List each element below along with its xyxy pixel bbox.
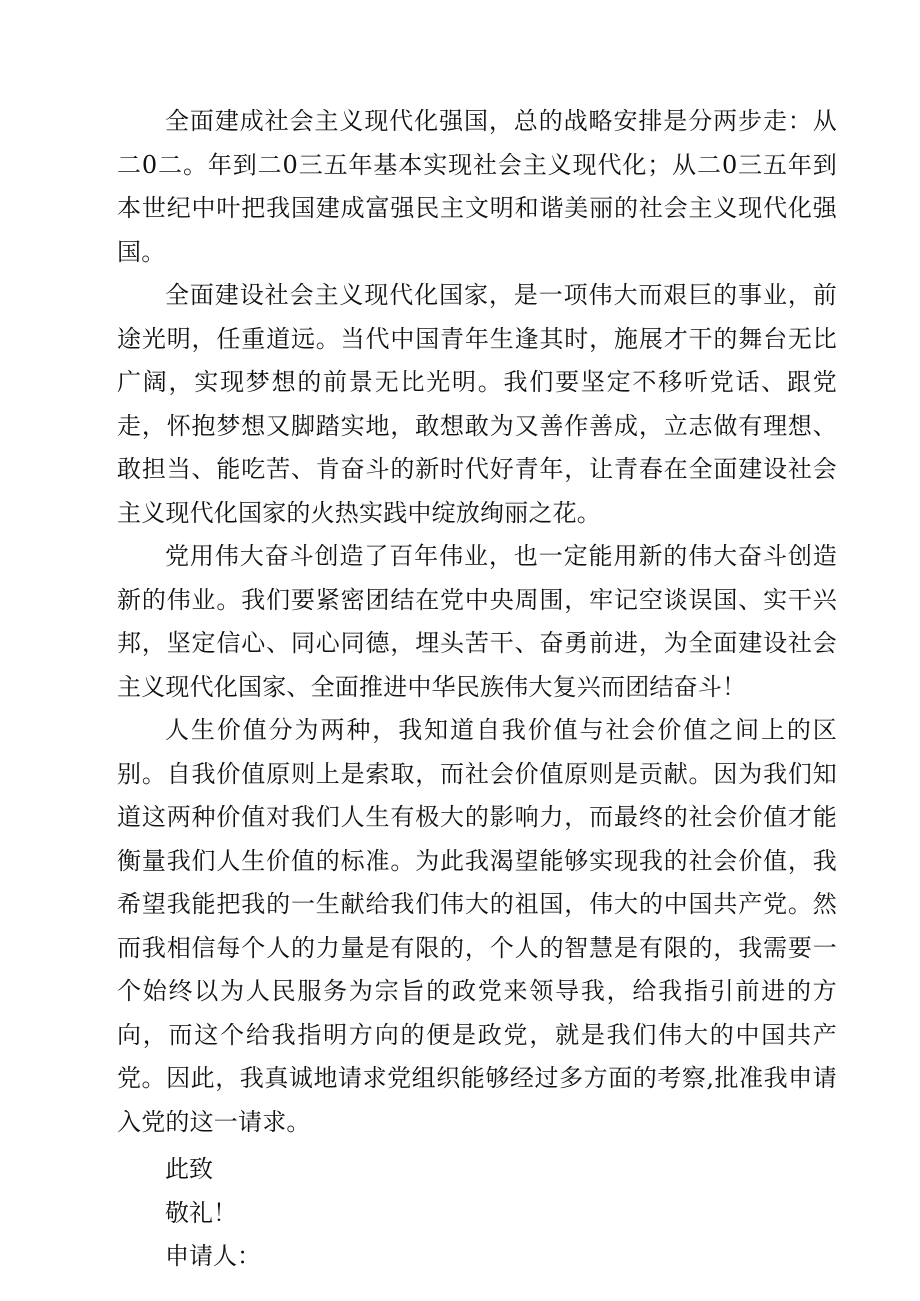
- paragraph-struggle: 党用伟大奋斗创造了百年伟业，也一定能用新的伟大奋斗创造新的伟业。我们要紧密团结在党中央周围，牢记空谈误国、实干兴邦，坚定信心、同心同德，埋头苦干、奋勇前进，为全面建设社会主义现代化国家、全面推进中华民族伟大复兴而团结奋斗！: [117, 542, 837, 701]
- closing-salutation-1: 此致: [165, 1155, 213, 1183]
- applicant-label: 申请人：: [165, 1242, 261, 1270]
- paragraph-strategy: 全面建成社会主义现代化强国，总的战略安排是分两步走：从二0二。年到二0三五年基本实现社会主义现代化；从二0三五年到本世纪中叶把我国建成富强民主文明和谐美丽的社会主义现代化强国。: [117, 107, 837, 266]
- paragraph-life-value: 人生价值分为两种，我知道自我价值与社会价值之间上的区别。自我价值原则上是索取，而社会价值原则是贡献。因为我们知道这两种价值对我们人生有极大的影响力，而最终的社会价值才能衡量我们人生价值的标准。为此我渴望能够实现我的社会价值，我希望我能把我的一生献给我们伟大的祖国，伟大的中国共产党。然而我相信每个人的力量是有限的，个人的智慧是有限的，我需要一个始终以为人民服务为宗旨的政党来领导我，给我指引前进的方向，而这个给我指明方向的便是政党，就是我们伟大的中国共产党。因此，我真诚地请求党组织能够经过多方面的考察,批准我申请入党的这一请求。: [117, 716, 837, 1136]
- closing-salutation-2: 敬礼！: [165, 1198, 237, 1227]
- document-page: [117, 100, 837, 1279]
- paragraph-youth: 全面建设社会主义现代化国家，是一项伟大而艰巨的事业，前途光明，任重道远。当代中国青年生逢其时，施展才干的舞台无比广阔，实现梦想的前景无比光明。我们要坚定不移听党话、跟党走，怀抱梦想又脚踏实地，敢想敢为又善作善成，立志做有理想、敢担当、能吃苦、肯奋斗的新时代好青年，让青春在全面建设社会主义现代化国家的火热实践中绽放绚丽之花。: [117, 281, 837, 527]
